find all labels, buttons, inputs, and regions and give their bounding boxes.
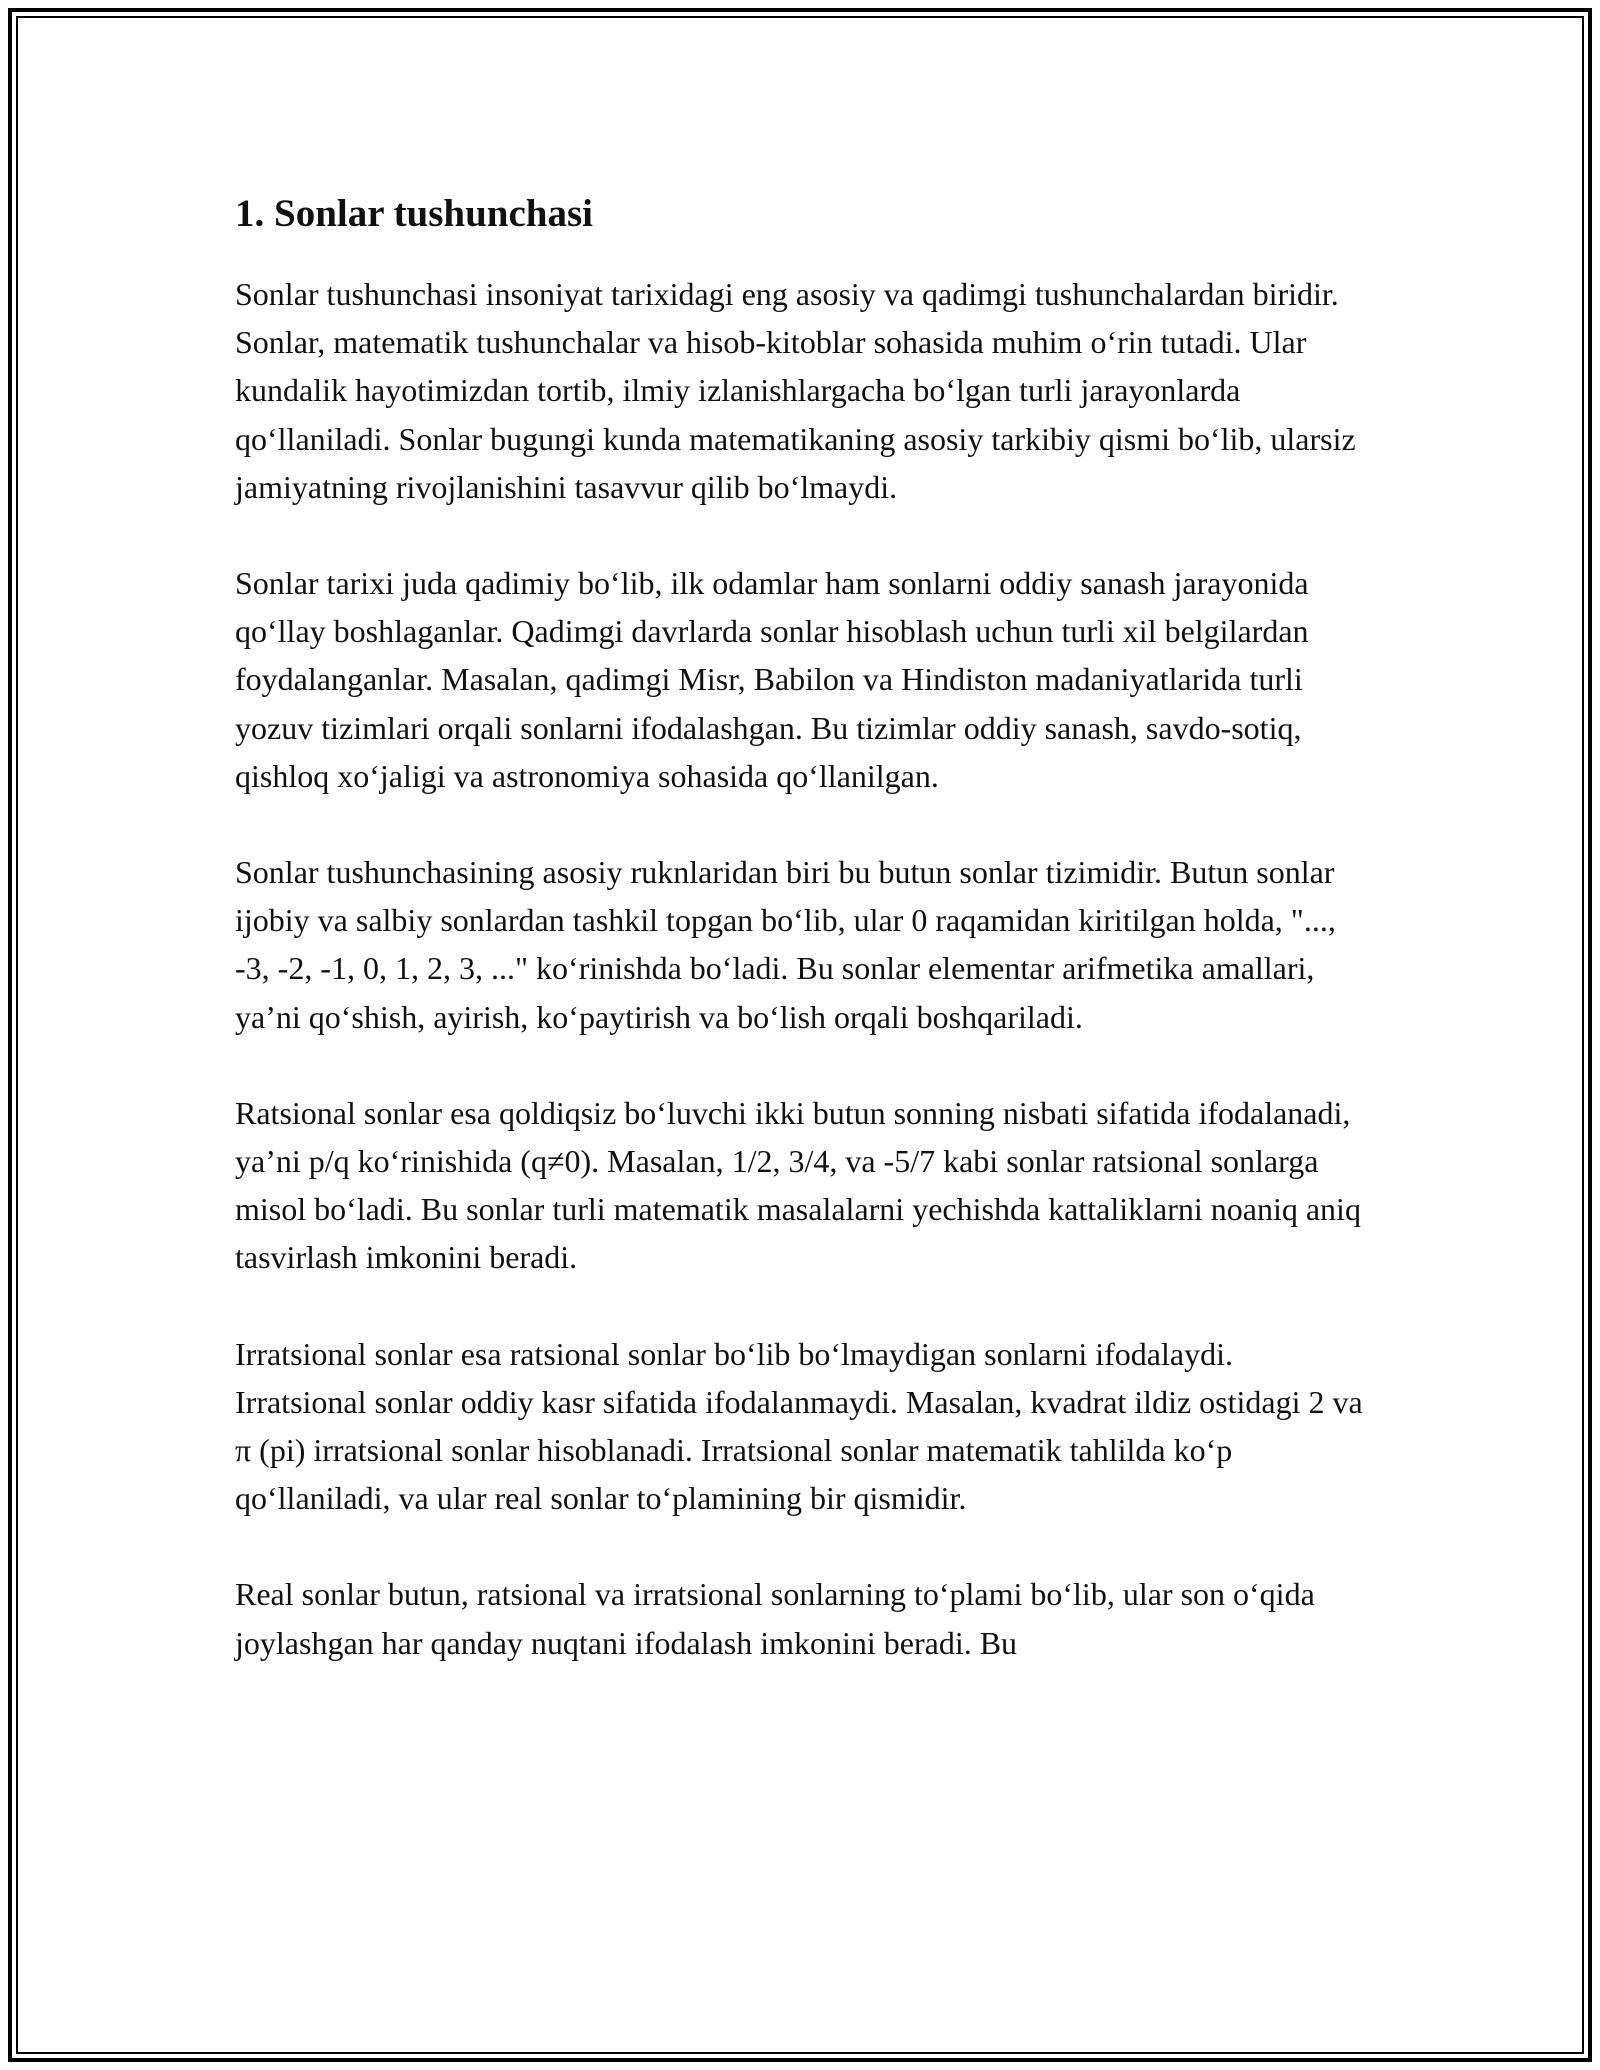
paragraph-integers: Sonlar tushunchasining asosiy ruknlaridan biri bu butun sonlar tizimidir. Butun sonlar ijobiy va salbiy sonlardan tashkil topgan bo‘lib, ular 0 raqamidan kiritilgan holda, "..., -3, -2, -1, 0, 1, 2, 3, ..." ko‘rinishda bo‘ladi. Bu sonlar elementar arifmetika amallari, ya’ni qo‘shish, ayirish, ko‘paytirish va bo‘lish orqali boshqariladi. xyxy=(235,854,1336,1035)
section-title: 1. Sonlar tushunchasi xyxy=(235,192,594,235)
paragraph-irrational: Irratsional sonlar esa ratsional sonlar bo‘lib bo‘lmaydigan sonlarni ifodalaydi. Irratsional sonlar oddiy kasr sifatida ifodalanmaydi. Masalan, kvadrat ildiz ostidagi 2 va π (pi) irratsional sonlar hisoblanadi. Irratsional sonlar matematik tahlilda ko‘p qo‘llaniladi, va ular real sonlar to‘plamining bir qismidir. xyxy=(235,1335,1363,1517)
paragraph-rational: Ratsional sonlar esa qoldiqsiz bo‘luvchi ikki butun sonning nisbati sifatida ifodalanadi, ya’ni p/q ko‘rinishida (q≠0). Masalan, 1/2, 3/4, va -5/7 kabi sonlar ratsional sonlarga misol bo‘ladi. Bu sonlar turli matematik masalalarni yechishda kattaliklarni noaniq aniq tasvirlash imkonini beradi. xyxy=(235,1094,1361,1276)
paragraph-history: Sonlar tarixi juda qadimiy bo‘lib, ilk odamlar ham sonlarni oddiy sanash jarayonida qo‘llay boshlaganlar. Qadimgi davrlarda sonlar hisoblash uchun turli xil belgilardan foydalanganlar. Masalan, qadimgi Misr, Babilon va Hindiston madaniyatlarida turli yozuv tizimlari orqali sonlarni ifodalashgan. Bu tizimlar oddiy sanash, savdo-sotiq, qishloq xo‘jaligi va astronomiya sohasida qo‘llanilgan. xyxy=(235,565,1309,794)
paragraph-real: Real sonlar butun, ratsional va irratsional sonlarning to‘plami bo‘lib, ular son o‘qida joylashgan har qanday nuqtani ifodalash imkonini beradi. Bu xyxy=(235,1576,1315,1661)
paragraph-intro: Sonlar tushunchasi insoniyat tarixidagi eng asosiy va qadimgi tushunchalardan biridir. Sonlar, matematik tushunchalar va hisob-kitoblar sohasida muhim o‘rin tutadi. Ular kundalik hayotimizdan tortib, ilmiy izlanishlargacha bo‘lgan turli jarayonlarda qo‘llaniladi. Sonlar bugungi kunda matematikaning asosiy tarkibiy qismi bo‘lib, ularsiz jamiyatning rivojlanishini tasavvur qilib bo‘lmaydi. xyxy=(235,276,1356,505)
document-body xyxy=(235,188,1365,1667)
